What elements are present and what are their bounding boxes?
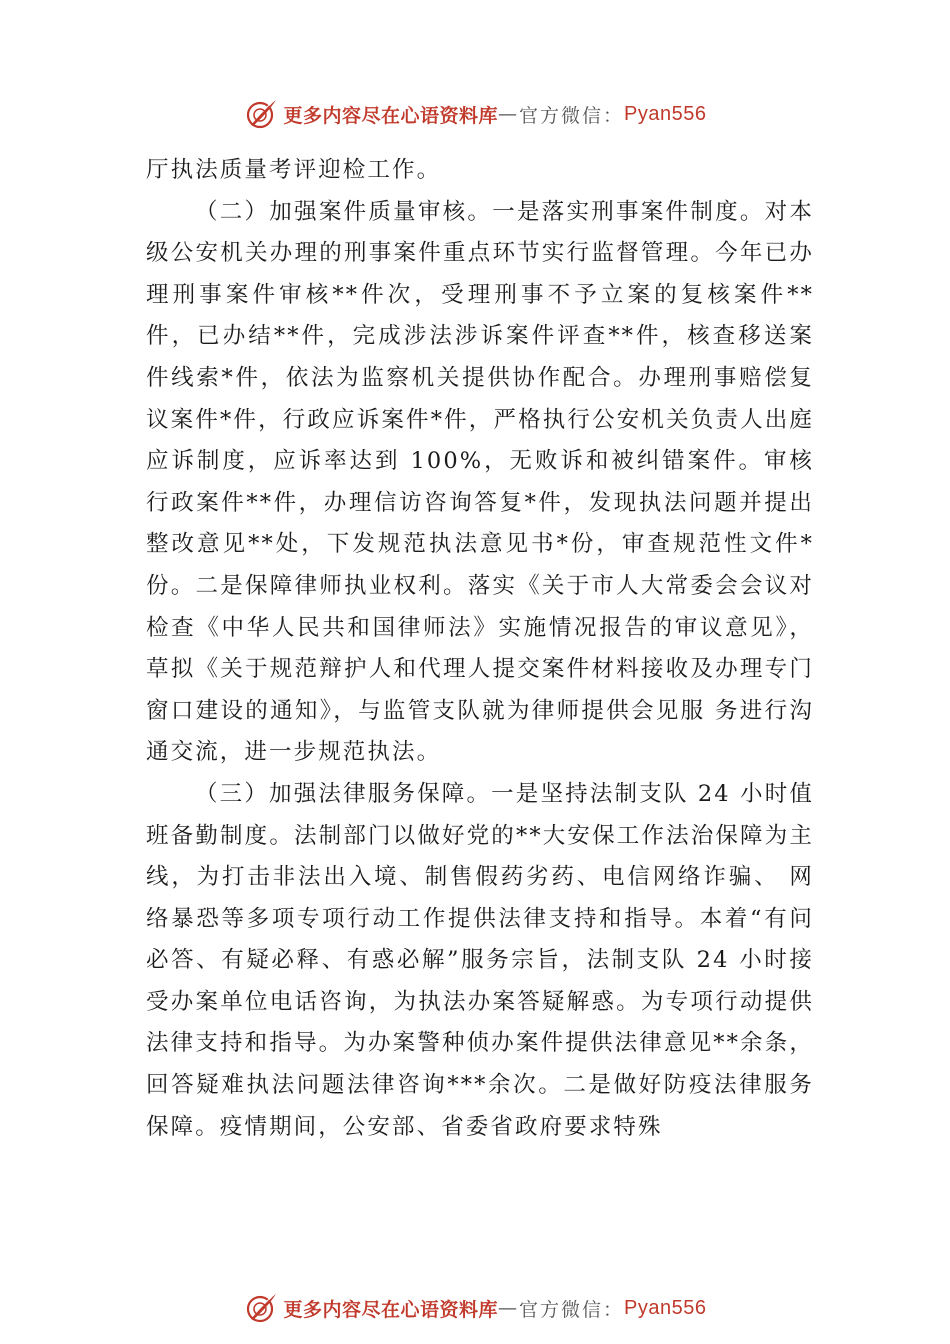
paragraph-case-review: （二）加强案件质量审核。一是落实刑事案件制度。对本级公安机关办理的刑事案件重点环节实行监督管理。今年已办理刑事案件审核**件次，受理刑事不予立案的复核案件**件，已办结**件，完成涉法涉诉案件评查**件，核查移送案件线索*件，依法为监察机关提供协作配合。办理刑事赔偿复议案件*件，行政应诉案件*件，严格执行公安机关负责人出庭应诉制度，应诉率达到 100%，无败诉和被纠错案件。审核行政案件**件，办理信访咨询答复*件，发现执法问题并提出整改意见**处，下发规范执法意见书*份，审查规范性文件*份。二是保障律师执业权利。落实《关于市人大常委会会议对检查《中华人民共和国律师法》实施情况报告的审议意见》，草拟《关于规范辩护人和代理人提交案件材料接收及办理专门窗口建设的通知》，与监管支队就为律师提供会见服 务进行沟通交流，进一步规范执法。 bbox=[146, 198, 814, 766]
banner-label: 官方微信： bbox=[519, 1298, 625, 1321]
header-banner bbox=[0, 94, 950, 134]
banner-highlight: 更多内容尽在心语资料库 bbox=[283, 104, 499, 127]
banner-label: 官方微信： bbox=[519, 104, 625, 127]
paragraph-legal-service: （三）加强法律服务保障。一是坚持法制支队 24 小时值班备勤制度。法制部门以做好党的**大安保工作法治保障为主线，为打击非法出入境、制售假药劣药、电信网络诈骗、 网络暴恐等多项专项行动工作提供法律支持和指导。本着“有问必答、有疑必释、有惑必解”服务宗旨，法制支队 24 小时接受办案单位电话咨询，为执法办案答疑解惑。为专项行动提供法律支持和指导。为办案警种侦办案件提供法律意见**余条，回答疑难执法问题法律咨询***余次。二是做好防疫法律服务保障。疫情期间，公安部、省委省政府要求特殊 bbox=[146, 780, 814, 1140]
banner-separator: — bbox=[498, 103, 520, 125]
banner-account: Pyan556 bbox=[624, 102, 707, 125]
quill-pen-seal-icon bbox=[244, 1291, 278, 1325]
document-body bbox=[146, 150, 814, 1148]
paragraph-continuation: 厅执法质量考评迎检工作。 bbox=[146, 157, 442, 183]
footer-banner bbox=[0, 1288, 950, 1328]
banner-highlight: 更多内容尽在心语资料库 bbox=[283, 1298, 499, 1321]
banner-separator: — bbox=[498, 1297, 520, 1319]
quill-pen-seal-icon bbox=[244, 97, 278, 131]
banner-account: Pyan556 bbox=[624, 1296, 707, 1319]
